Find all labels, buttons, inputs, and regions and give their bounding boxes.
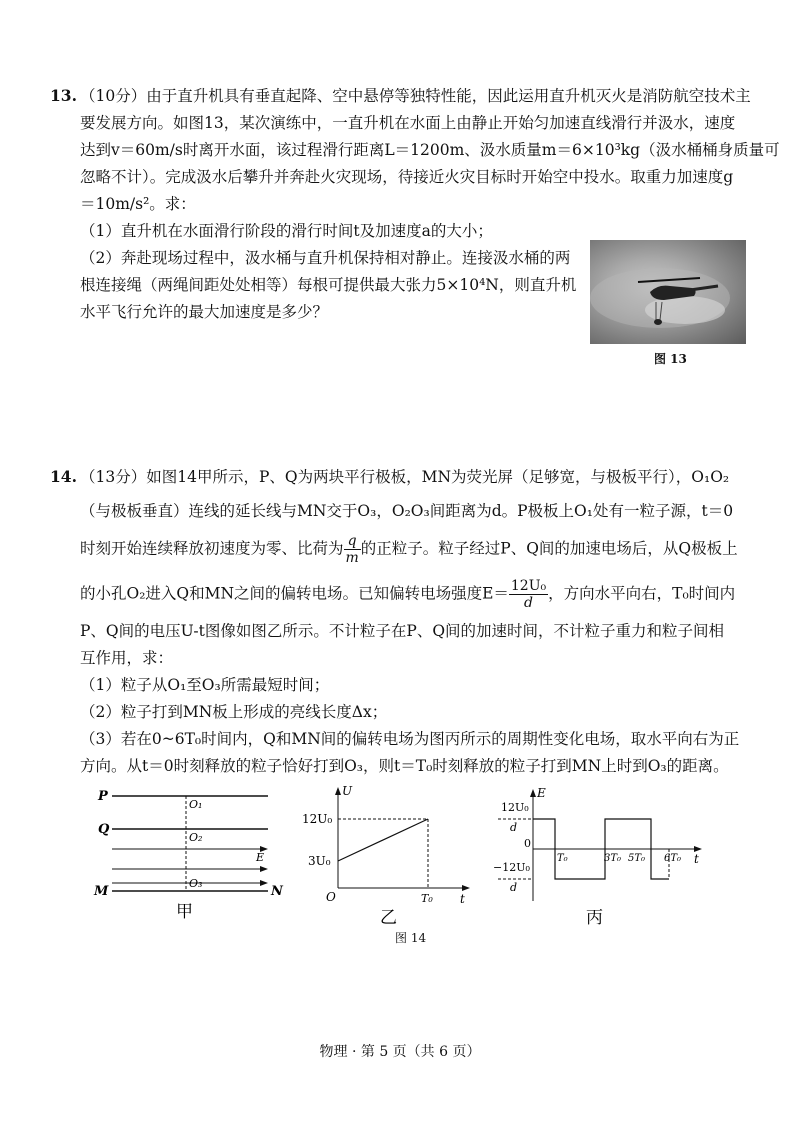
q13-sub-2-cont: 根连接绳（两绳间距处处相等）每根可提供最大张力5×10⁴N，则直升机 — [80, 276, 577, 294]
label-o3: O₃ — [189, 877, 203, 890]
y-tick-neg-num: −12U₀ — [493, 861, 530, 874]
y-tick-3u0: 3U₀ — [308, 854, 331, 868]
y-axis-arrow — [530, 789, 536, 797]
x-tick-3t0: 3T₀ — [604, 853, 622, 864]
question-number: 13. — [50, 86, 77, 105]
q14-sub-1: （1）粒子从O₁至O₃所需最短时间； — [80, 676, 330, 694]
figure-jia-label: 甲 — [176, 902, 193, 922]
figure-bing-label: 丙 — [586, 908, 603, 928]
field-strength-fraction — [509, 578, 548, 611]
x-axis-label: t — [694, 852, 699, 866]
figure-jia — [90, 783, 295, 928]
page-footer: 物理 · 第 5 页（共 6 页） — [319, 1044, 481, 1060]
y-tick-12u0: 12U₀ — [302, 812, 333, 826]
q13-line-4: 忽略不计）。完成汲水后攀升并奔赴火灾现场，待接近火灾目标时开始空中投水。取重力加速度g — [80, 168, 734, 186]
x-tick-t0: T₀ — [557, 853, 568, 864]
q14-line-4 — [80, 578, 735, 611]
fraction-numerator: q — [344, 533, 361, 550]
q14-line-3 — [80, 533, 738, 566]
charge-mass-fraction — [344, 533, 361, 566]
y-axis-label: U — [342, 784, 353, 798]
q14-sub-3-cont: 方向。从t＝0时刻释放的粒子恰好打到O₃，则t＝T₀时刻释放的粒子打到MN上时到O₃的距离。 — [80, 757, 729, 775]
x-tick-5t0: 5T₀ — [628, 853, 646, 864]
label-e: E — [256, 851, 265, 864]
q13-sub-2-cont2: 水平飞行允许的最大加速度是多少？ — [80, 303, 329, 321]
fraction-denominator: m — [345, 550, 359, 566]
x-tick-t0: T₀ — [421, 892, 433, 905]
y-tick-pos-den: d — [510, 821, 518, 834]
y-axis-arrow — [335, 787, 341, 795]
q13-line-1: （10分）由于直升机具有垂直起降、空中悬停等独特性能，因此运用直升机灭火是消防航空技术主 — [80, 87, 751, 105]
q13-sub-1: （1）直升机在水面滑行阶段的滑行时间t及加速度a的大小； — [80, 222, 493, 240]
helicopter-illustration — [590, 240, 746, 344]
q13-line-5: ＝10m/s²。求： — [80, 195, 196, 213]
helicopter-photo — [590, 240, 746, 344]
label-q: Q — [98, 822, 110, 837]
figure-14-caption: 图 14 — [395, 931, 427, 945]
figure-yi — [300, 783, 475, 928]
voltage-line — [338, 819, 428, 861]
figure-bing — [488, 783, 708, 928]
y-axis-label: E — [537, 786, 546, 800]
label-n: N — [271, 884, 283, 899]
x-tick-6t0: 6T₀ — [664, 853, 682, 864]
label-o1: O₁ — [189, 798, 203, 811]
q14-line-6: 互作用，求： — [80, 649, 174, 667]
q13-line-3: 达到v＝60m/s时离开水面，该过程滑行距离L＝1200m、汲水质量m＝6×10³kg（汲水桶桶身质量可 — [80, 141, 780, 159]
fraction-denominator: d — [524, 595, 533, 611]
label-o2: O₂ — [189, 831, 203, 844]
q14-line-3-text-after: 的正粒子。粒子经过P、Q间的加速电场后，从Q极板上 — [360, 539, 738, 558]
q14-line-4-text-after: ，方向水平向右，T₀时间内 — [548, 584, 736, 603]
x-axis-label: t — [460, 892, 465, 906]
q14-line-2: （与极板垂直）连线的延长线与MN交于O₃，O₂O₃间距离为d。P极板上O₁处有一粒子源，t＝0 — [80, 502, 734, 520]
figure-13-caption: 图 13 — [654, 352, 687, 366]
q14-sub-3: （3）若在0~6T₀时间内，Q和MN间的偏转电场为图丙所示的周期性变化电场，取水平向右为正 — [80, 730, 740, 748]
origin-label: 0 — [524, 837, 531, 850]
q14-line-1: （13分）如图14甲所示，P、Q为两块平行极板，MN为荧光屏（足够宽，与极板平行），O₁O₂ — [80, 468, 730, 486]
fraction-numerator: 12U₀ — [510, 578, 547, 594]
field-arrow — [260, 866, 268, 872]
y-tick-pos-num: 12U₀ — [501, 801, 529, 814]
q14-line-5: P、Q间的电压U-t图像如图乙所示。不计粒子在P、Q间的加速时间，不计粒子重力和粒子间相 — [80, 622, 725, 640]
q13-line-2: 要发展方向。如图13，某次演练中，一直升机在水面上由静止开始匀加速直线滑行并汲水，速度 — [80, 114, 736, 132]
label-p: P — [98, 789, 108, 804]
y-tick-neg-den: d — [510, 881, 518, 894]
x-axis-arrow — [462, 885, 470, 891]
figure-yi-label: 乙 — [380, 908, 397, 928]
origin-label: O — [326, 890, 336, 904]
label-m: M — [94, 884, 109, 899]
q14-line-3-text: 时刻开始连续释放初速度为零、比荷为 — [80, 539, 344, 558]
q14-sub-2: （2）粒子打到MN板上形成的亮线长度Δx； — [80, 703, 388, 721]
q14-line-4-text: 的小孔O₂进入Q和MN之间的偏转电场。已知偏转电场强度E＝ — [80, 584, 509, 603]
q13-sub-2: （2）奔赴现场过程中，汲水桶与直升机保持相对静止。连接汲水桶的两 — [80, 249, 571, 267]
question-number: 14. — [50, 467, 77, 486]
